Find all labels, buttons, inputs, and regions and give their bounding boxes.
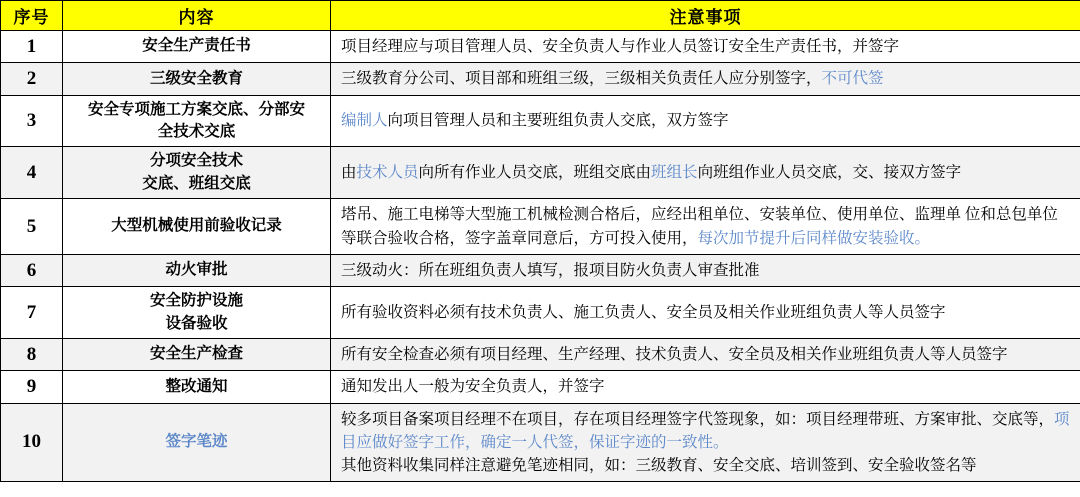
table-row [1,147,1080,199]
row-notes: 通知发出人一般为安全负责人，并签字 [331,371,1080,403]
row-notes: 塔吊、施工电梯等大型施工机械检测合格后，应经出租单位、安装单位、使用单位、监理单 位和总包单位等联合验收合格，签字盖章同意后，方可投入使用，每次加节提升后同样做安装验收。 [331,199,1080,255]
row-notes: 编制人向项目管理人员和主要班组负责人交底，双方签字 [331,95,1080,147]
table-row [1,254,1080,286]
column-header-content: 内容 [63,1,331,31]
table-row [1,339,1080,371]
row-number: 1 [1,31,63,63]
row-number: 2 [1,63,63,95]
row-number: 6 [1,254,63,286]
table-row [1,371,1080,403]
row-number: 8 [1,339,63,371]
row-content: 大型机械使用前验收记录 [63,199,331,255]
table-row [1,63,1080,95]
row-notes: 所有安全检查必须有项目经理、生产经理、技术负责人、安全员及相关作业班组负责人等人员签字 [331,339,1080,371]
table-row [1,31,1080,63]
table-row [1,95,1080,147]
row-notes: 所有验收资料必须有技术负责人、施工负责人、安全员及相关作业班组负责人等人员签字 [331,287,1080,339]
row-content: 整改通知 [63,371,331,403]
row-notes: 由技术人员向所有作业人员交底，班组交底由班组长向班组作业人员交底，交、接双方签字 [331,147,1080,199]
row-number: 3 [1,95,63,147]
row-number: 5 [1,199,63,255]
row-notes: 三级动火：所在班组负责人填写，报项目防火负责人审查批准 [331,254,1080,286]
column-header-no: 序号 [1,1,63,31]
table-header [1,1,1080,31]
column-header-notes: 注意事项 [331,1,1080,31]
table-body [1,31,1080,482]
row-notes: 项目经理应与项目管理人员、安全负责人与作业人员签订安全生产责任书，并签字 [331,31,1080,63]
table-row [1,287,1080,339]
row-content: 安全生产责任书 [63,31,331,63]
row-content: 安全防护设施 设备验收 [63,287,331,339]
table-row [1,199,1080,255]
row-content: 三级安全教育 [63,63,331,95]
row-number: 9 [1,371,63,403]
row-content: 动火审批 [63,254,331,286]
row-number: 4 [1,147,63,199]
row-content: 分项安全技术 交底、班组交底 [63,147,331,199]
table-row [1,403,1080,482]
table-header-row [1,1,1080,31]
row-number: 10 [1,403,63,482]
row-content: 安全专项施工方案交底、分部安 全技术交底 [63,95,331,147]
row-content: 签字笔迹 [63,403,331,482]
row-notes: 三级教育分公司、项目部和班组三级，三级相关负责任人应分别签字，不可代签 [331,63,1080,95]
row-number: 7 [1,287,63,339]
row-notes: 较多项目备案项目经理不在项目，存在项目经理签字代签现象，如：项目经理带班、方案审批、交底等，项目应做好签字工作，确定一人代签，保证字迹的一致性。 其他资料收集同样注意避免笔迹相同，如：三级教育、安全交底、培训签到、安全验收签名等 [331,403,1080,482]
row-content: 安全生产检查 [63,339,331,371]
